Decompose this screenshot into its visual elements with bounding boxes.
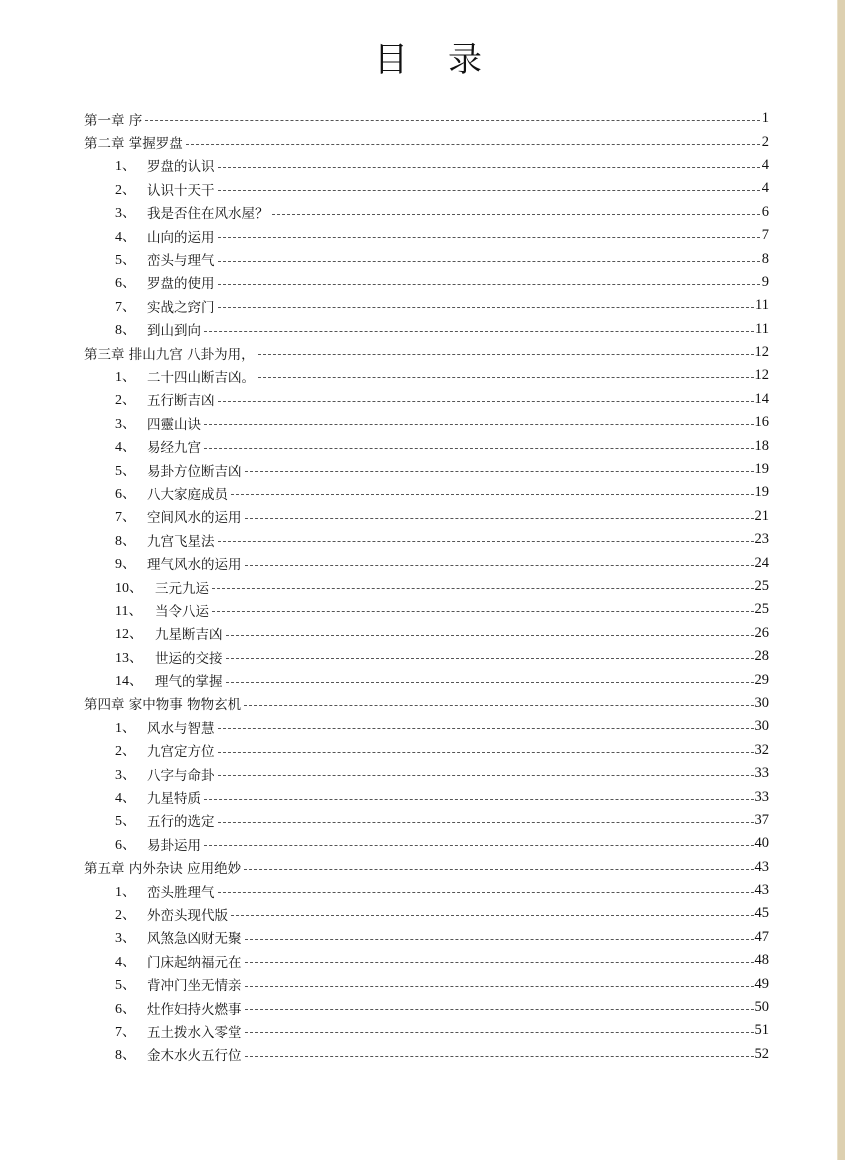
toc-section-entry[interactable]: [84, 434, 769, 457]
table-of-contents: [84, 107, 769, 1066]
toc-section-entry[interactable]: [84, 551, 769, 574]
toc-page-number: 24: [754, 554, 769, 571]
toc-page-number: 43: [754, 882, 769, 899]
toc-entry-number: 3、: [115, 416, 136, 432]
toc-page-number: 11: [755, 297, 769, 314]
toc-entry-number: 2、: [115, 393, 136, 409]
toc-entry-number: 7、: [115, 510, 136, 526]
toc-entry-title: 五行的选定: [147, 814, 215, 831]
toc-page-number: 37: [754, 811, 769, 828]
toc-leader-dashes: [145, 119, 760, 121]
toc-leader-dashes: [218, 283, 761, 285]
toc-entry-title: 到山到向: [147, 323, 201, 340]
toc-entry-title: 易经九宫: [147, 440, 201, 457]
toc-entry-title: 第三章 排山九宫 八卦为用，: [84, 346, 255, 363]
toc-entry-title: 当令八运: [155, 603, 209, 620]
toc-entry-number: 1、: [115, 159, 136, 175]
toc-page-number: 47: [754, 928, 769, 945]
toc-page-number: 1: [761, 110, 769, 127]
toc-section-entry[interactable]: [84, 201, 769, 224]
toc-entry-title: 第五章 内外杂诀 应用绝妙: [84, 861, 242, 878]
toc-section-entry[interactable]: [84, 668, 769, 691]
toc-chapter-entry[interactable]: [84, 692, 769, 715]
toc-section-entry[interactable]: [84, 832, 769, 855]
toc-section-entry[interactable]: [84, 528, 769, 551]
toc-section-entry[interactable]: [84, 575, 769, 598]
toc-entry-title: 空间风水的运用: [147, 510, 242, 527]
toc-entry-number: 3、: [115, 767, 136, 783]
toc-section-entry[interactable]: [84, 809, 769, 832]
toc-page-number: 32: [754, 741, 769, 758]
title-char-1: 目: [374, 40, 408, 80]
toc-page-number: 51: [754, 1022, 769, 1039]
toc-page-number: 16: [754, 414, 769, 431]
toc-chapter-entry[interactable]: [84, 856, 769, 879]
toc-page-number: 19: [754, 461, 769, 478]
toc-entry-title: 认识十天干: [147, 182, 215, 199]
toc-leader-dashes: [245, 985, 754, 987]
toc-entry-title: 第四章 家中物事 物物玄机: [84, 697, 242, 714]
toc-leader-dashes: [245, 1055, 754, 1057]
toc-entry-title: 峦头与理气: [147, 253, 215, 270]
toc-leader-dashes: [258, 376, 754, 378]
toc-page-number: 49: [754, 975, 769, 992]
toc-leader-dashes: [204, 798, 754, 800]
toc-section-entry[interactable]: [84, 996, 769, 1019]
toc-page-number: 9: [761, 273, 769, 290]
toc-section-entry[interactable]: [84, 622, 769, 645]
toc-section-entry[interactable]: [84, 505, 769, 528]
toc-entry-title: 四靈山诀: [147, 416, 201, 433]
toc-page-number: 33: [754, 765, 769, 782]
toc-section-entry[interactable]: [84, 388, 769, 411]
toc-entry-title: 第二章 掌握罗盘: [84, 136, 183, 153]
toc-entry-title: 实战之窍门: [147, 299, 215, 316]
toc-entry-title: 风水与智慧: [147, 720, 215, 737]
toc-leader-dashes: [244, 868, 753, 870]
toc-entry-number: 8、: [115, 1048, 136, 1064]
toc-leader-dashes: [218, 400, 754, 402]
toc-section-entry[interactable]: [84, 1019, 769, 1042]
toc-entry-number: 6、: [115, 486, 136, 502]
toc-entry-title: 易卦方位断吉凶: [147, 463, 242, 480]
toc-entry-number: 7、: [115, 299, 136, 315]
toc-leader-dashes: [218, 751, 754, 753]
toc-page-number: 26: [754, 624, 769, 641]
toc-entry-title: 罗盘的认识: [147, 159, 215, 176]
toc-page-number: 29: [754, 671, 769, 688]
toc-leader-dashes: [204, 423, 754, 425]
toc-page-number: 25: [754, 601, 769, 618]
toc-entry-number: 13、: [115, 650, 143, 666]
toc-entry-title: 峦头胜理气: [147, 884, 215, 901]
toc-page-number: 23: [754, 531, 769, 548]
toc-section-entry[interactable]: [84, 294, 769, 317]
toc-page-number: 12: [754, 367, 769, 384]
toc-leader-dashes: [245, 938, 754, 940]
toc-leader-dashes: [245, 1031, 754, 1033]
toc-page-number: 2: [761, 133, 769, 150]
toc-entry-number: 3、: [115, 931, 136, 947]
toc-leader-dashes: [218, 774, 754, 776]
toc-entry-number: 1、: [115, 720, 136, 736]
toc-section-entry[interactable]: [84, 879, 769, 902]
toc-entry-number: 8、: [115, 533, 136, 549]
toc-entry-number: 4、: [115, 229, 136, 245]
toc-entry-number: 1、: [115, 369, 136, 385]
toc-entry-title: 理气的掌握: [155, 674, 223, 691]
toc-entry-title: 金木水火五行位: [147, 1048, 242, 1065]
toc-leader-dashes: [218, 189, 761, 191]
toc-entry-title: 八字与命卦: [147, 767, 215, 784]
toc-section-entry[interactable]: [84, 762, 769, 785]
toc-entry-number: 12、: [115, 627, 143, 643]
toc-page-number: 21: [754, 507, 769, 524]
toc-section-entry[interactable]: [84, 224, 769, 247]
toc-entry-title: 九星断吉凶: [155, 627, 223, 644]
toc-entry-number: 5、: [115, 978, 136, 994]
toc-page-number: 48: [754, 952, 769, 969]
toc-leader-dashes: [218, 727, 754, 729]
toc-entry-title: 八大家庭成员: [147, 486, 228, 503]
toc-entry-title: 第一章 序: [84, 112, 143, 129]
toc-leader-dashes: [218, 540, 754, 542]
toc-page-number: 50: [754, 999, 769, 1016]
toc-leader-dashes: [258, 353, 754, 355]
toc-entry-number: 11、: [115, 603, 143, 619]
toc-entry-title: 九星特质: [147, 791, 201, 808]
toc-entry-title: 五土拨水入零堂: [147, 1024, 242, 1041]
toc-entry-number: 7、: [115, 1024, 136, 1040]
toc-page-number: 43: [754, 858, 769, 875]
toc-page-number: 8: [761, 250, 769, 267]
toc-leader-dashes: [226, 681, 754, 683]
toc-entry-title: 五行断吉凶: [147, 393, 215, 410]
toc-leader-dashes: [212, 587, 754, 589]
toc-section-entry[interactable]: [84, 949, 769, 972]
toc-section-entry[interactable]: [84, 715, 769, 738]
toc-entry-number: 6、: [115, 276, 136, 292]
toc-leader-dashes: [212, 610, 754, 612]
toc-leader-dashes: [245, 470, 754, 472]
toc-entry-title: 背冲门坐无情亲: [147, 978, 242, 995]
toc-chapter-entry[interactable]: [84, 107, 769, 130]
page-title: [0, 38, 845, 82]
toc-page-number: 6: [761, 203, 769, 220]
toc-page-number: 12: [754, 344, 769, 361]
toc-section-entry[interactable]: [84, 785, 769, 808]
toc-entry-number: 14、: [115, 674, 143, 690]
toc-section-entry[interactable]: [84, 247, 769, 270]
toc-section-entry[interactable]: [84, 364, 769, 387]
toc-leader-dashes: [226, 634, 754, 636]
toc-section-entry[interactable]: [84, 411, 769, 434]
toc-entry-title: 我是否住在风水屋？: [147, 206, 269, 223]
toc-section-entry[interactable]: [84, 1043, 769, 1066]
toc-section-entry[interactable]: [84, 154, 769, 177]
toc-leader-dashes: [218, 821, 754, 823]
toc-page-number: 30: [754, 718, 769, 735]
toc-section-entry[interactable]: [84, 481, 769, 504]
toc-leader-dashes: [218, 236, 761, 238]
toc-leader-dashes: [245, 517, 754, 519]
toc-section-entry[interactable]: [84, 271, 769, 294]
toc-page-number: 18: [754, 437, 769, 454]
toc-entry-number: 6、: [115, 1001, 136, 1017]
toc-entry-number: 5、: [115, 463, 136, 479]
toc-entry-title: 九宫飞星法: [147, 533, 215, 550]
toc-leader-dashes: [226, 657, 754, 659]
toc-entry-title: 三元九运: [155, 580, 209, 597]
toc-entry-number: 2、: [115, 907, 136, 923]
toc-entry-number: 4、: [115, 440, 136, 456]
toc-entry-number: 4、: [115, 954, 136, 970]
toc-leader-dashes: [204, 447, 754, 449]
toc-chapter-entry[interactable]: [84, 130, 769, 153]
toc-entry-title: 罗盘的使用: [147, 276, 215, 293]
toc-leader-dashes: [186, 143, 760, 145]
toc-entry-number: 5、: [115, 814, 136, 830]
toc-entry-number: 1、: [115, 884, 136, 900]
toc-leader-dashes: [204, 330, 754, 332]
toc-leader-dashes: [204, 844, 754, 846]
toc-page-number: 52: [754, 1045, 769, 1062]
toc-entry-title: 山向的运用: [147, 229, 215, 246]
toc-page-number: 14: [754, 390, 769, 407]
toc-section-entry[interactable]: [84, 739, 769, 762]
toc-entry-number: 4、: [115, 791, 136, 807]
toc-entry-number: 10、: [115, 580, 143, 596]
toc-entry-number: 5、: [115, 253, 136, 269]
toc-entry-title: 二十四山断吉凶。: [147, 369, 255, 386]
toc-leader-dashes: [244, 704, 753, 706]
toc-page-number: 4: [761, 156, 769, 173]
toc-leader-dashes: [245, 1008, 754, 1010]
toc-section-entry[interactable]: [84, 458, 769, 481]
toc-leader-dashes: [218, 166, 761, 168]
toc-section-entry[interactable]: [84, 177, 769, 200]
toc-entry-title: 风煞急凶财无聚: [147, 931, 242, 948]
toc-section-entry[interactable]: [84, 902, 769, 925]
toc-entry-number: 3、: [115, 206, 136, 222]
toc-leader-dashes: [231, 493, 754, 495]
toc-entry-title: 世运的交接: [155, 650, 223, 667]
page-edge-strip: [837, 0, 845, 1160]
toc-page-number: 30: [754, 694, 769, 711]
toc-section-entry[interactable]: [84, 972, 769, 995]
toc-page-number: 33: [754, 788, 769, 805]
toc-leader-dashes: [218, 306, 755, 308]
toc-section-entry[interactable]: [84, 598, 769, 621]
toc-leader-dashes: [231, 914, 754, 916]
toc-page-number: 25: [754, 578, 769, 594]
toc-page-number: 11: [755, 320, 769, 337]
toc-page-number: 45: [754, 905, 769, 922]
toc-page-number: 19: [754, 484, 769, 501]
toc-page-number: 4: [761, 180, 769, 197]
toc-page-number: 28: [754, 648, 769, 665]
toc-entry-title: 灶作妇持火燃事: [147, 1001, 242, 1018]
toc-page-number: 40: [754, 835, 769, 852]
toc-entry-number: 2、: [115, 744, 136, 760]
toc-section-entry[interactable]: [84, 926, 769, 949]
toc-section-entry[interactable]: [84, 645, 769, 668]
toc-leader-dashes: [218, 260, 761, 262]
toc-entry-title: 理气风水的运用: [147, 557, 242, 574]
toc-entry-number: 9、: [115, 557, 136, 573]
toc-entry-title: 易卦运用: [147, 837, 201, 854]
toc-entry-number: 6、: [115, 837, 136, 853]
toc-entry-title: 九宫定方位: [147, 744, 215, 761]
toc-page-number: 7: [761, 227, 769, 244]
toc-entry-number: 8、: [115, 323, 136, 339]
toc-entry-title: 门床起纳福元在: [147, 954, 242, 971]
toc-entry-title: 外峦头现代版: [147, 907, 228, 924]
toc-leader-dashes: [245, 961, 754, 963]
toc-leader-dashes: [218, 891, 754, 893]
toc-entry-number: 2、: [115, 182, 136, 198]
toc-section-entry[interactable]: [84, 318, 769, 341]
title-char-2: 录: [448, 40, 482, 80]
toc-leader-dashes: [245, 564, 754, 566]
toc-chapter-entry[interactable]: [84, 341, 769, 364]
toc-leader-dashes: [272, 213, 761, 215]
